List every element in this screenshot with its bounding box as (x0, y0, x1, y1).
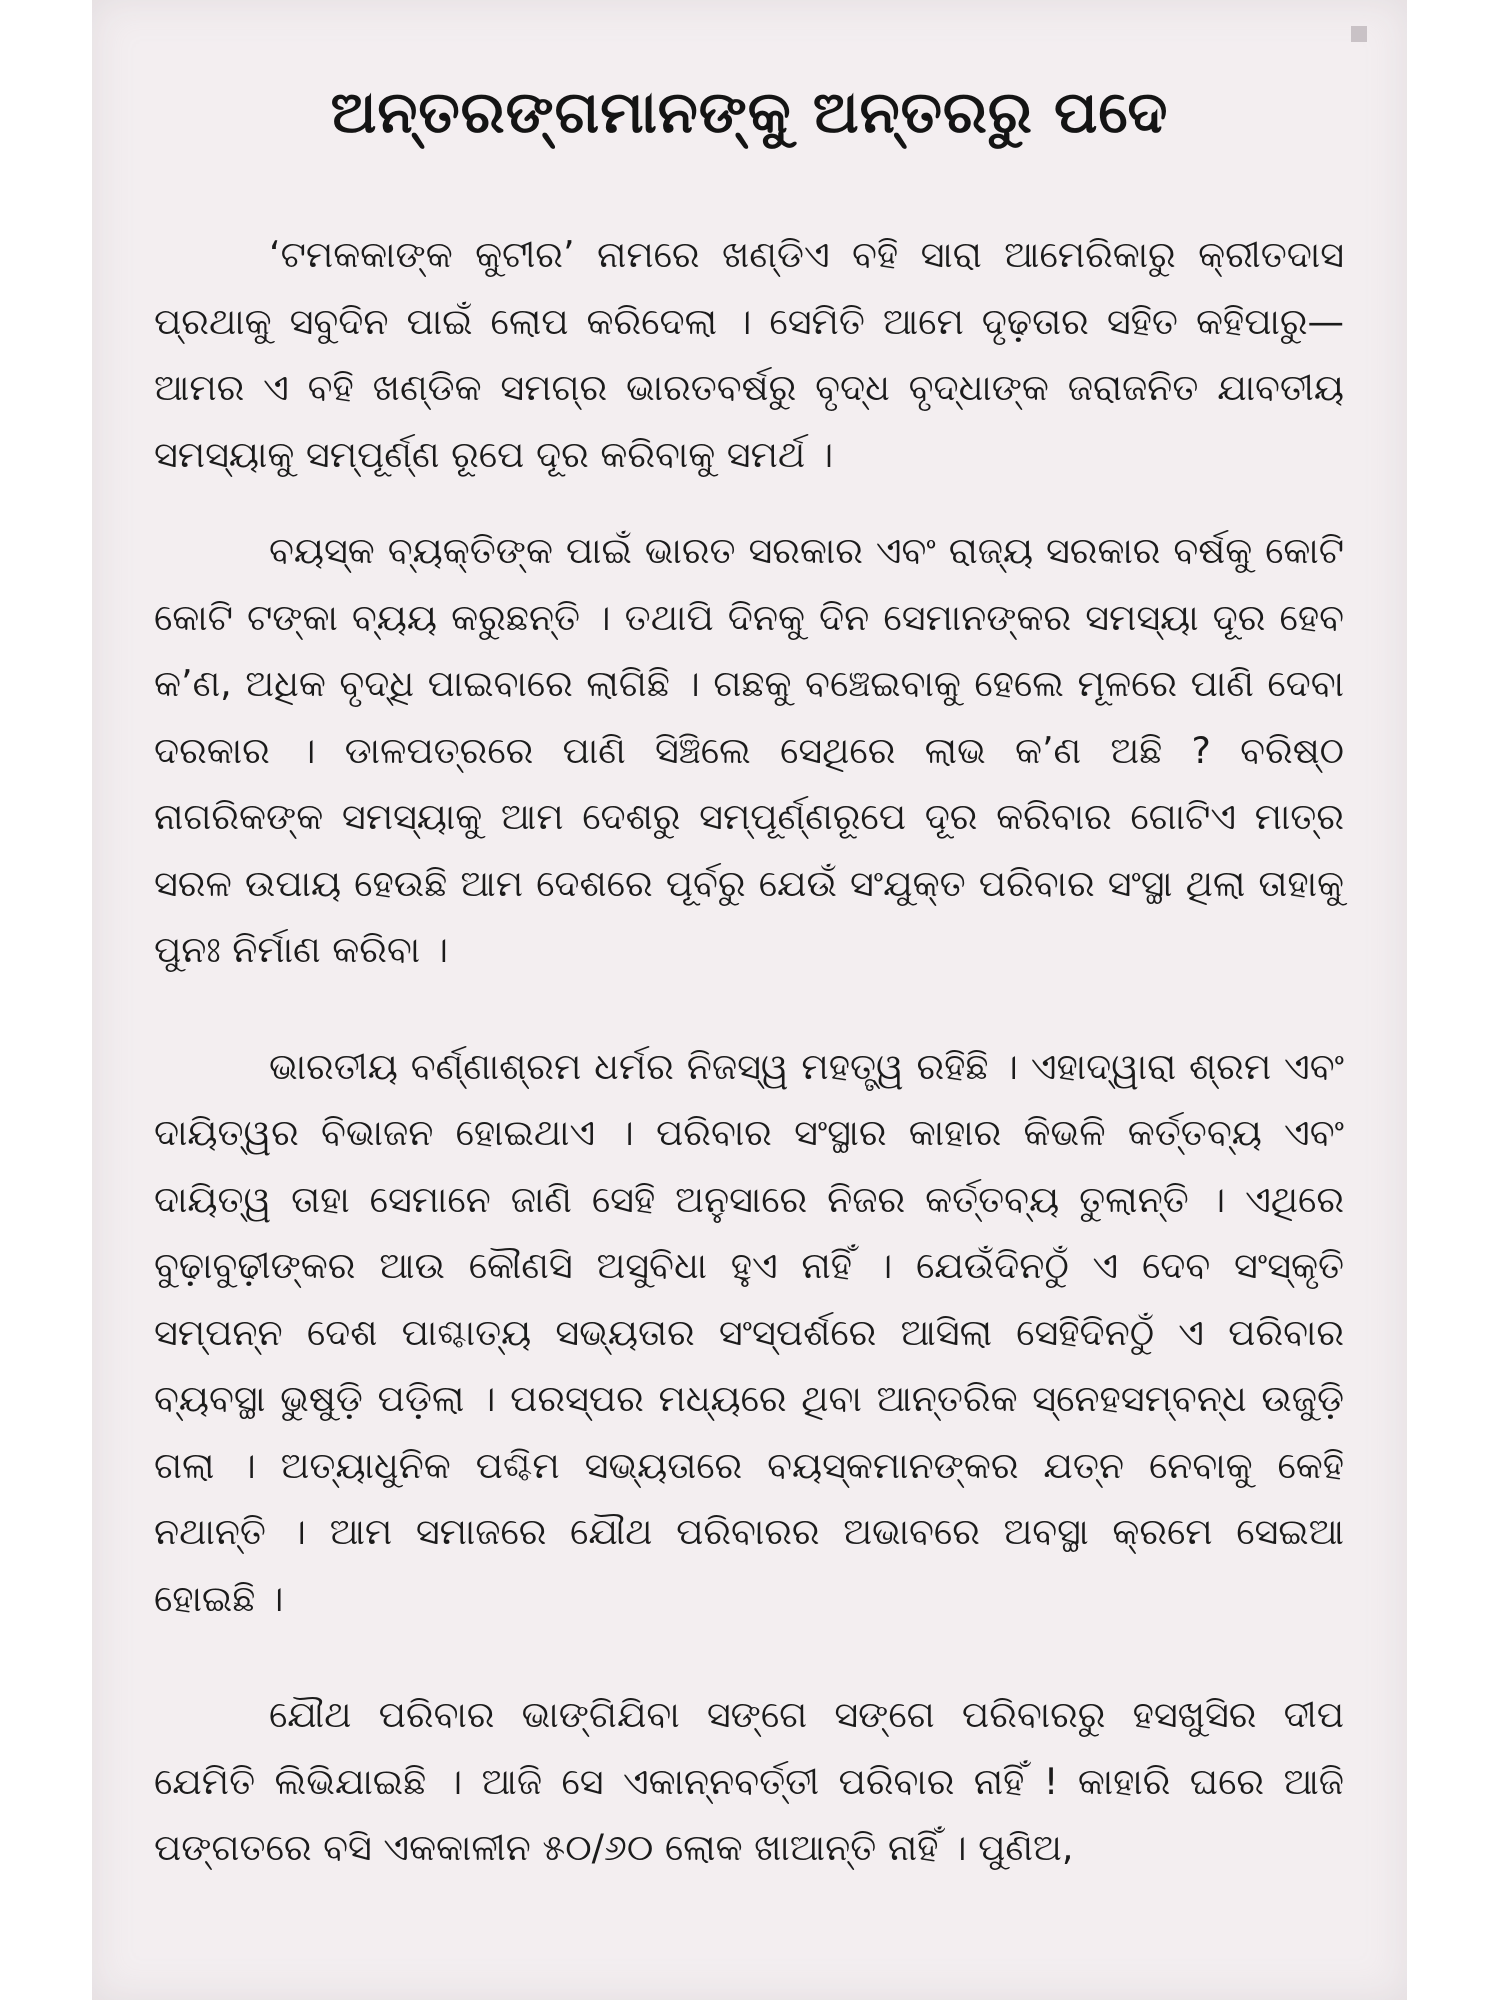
book-page (92, 0, 1407, 2000)
corner-mark (1351, 26, 1367, 42)
page-body (154, 222, 1344, 1882)
paragraph-2: ବୟସ୍କ ବ୍ୟକ୍ତିଙ୍କ ପାଇଁ ଭାରତ ସରକାର ଏବଂ ରାଜ୍ୟ ସରକାର ବର୍ଷକୁ କୋଟି କୋଟି ଟଙ୍କା ବ୍ୟୟ କରୁଛନ୍ତି । ତଥାପି ଦିନକୁ ଦିନ ସେମାନଙ୍କର ସମସ୍ୟା ଦୂର ହେବ କ’ଣ, ଅଧିକ ବୃଦ୍ଧି ପାଇବାରେ ଲାଗିଛି । ଗଛକୁ ବଞ୍ଚେଇବାକୁ ହେଲେ ମୂଳରେ ପାଣି ଦେବା ଦରକାର । ଡାଳପତ୍ରରେ ପାଣି ସିଞ୍ଚିଲେ ସେଥିରେ ଲାଭ କ’ଣ ଅଛି ? ବରିଷ୍ଠ ନାଗରିକଙ୍କ ସମସ୍ୟାକୁ ଆମ ଦେଶରୁ ସମ୍ପୂର୍ଣ୍ଣରୂପେ ଦୂର କରିବାର ଗୋଟିଏ ମାତ୍ର ସରଳ ଉପାୟ ହେଉଛି ଆମ ଦେଶରେ ପୂର୍ବରୁ ଯେଉଁ ସଂଯୁକ୍ତ ପରିବାର ସଂସ୍ଥା ଥିଲା ତାହାକୁ ପୁନଃ ନିର୍ମାଣ କରିବା । (154, 529, 1344, 971)
paragraph-3: ଭାରତୀୟ ବର୍ଣ୍ଣାଶ୍ରମ ଧର୍ମର ନିଜସ୍ୱ ମହତ୍ତ୍ୱ ରହିଛି । ଏହାଦ୍ୱାରା ଶ୍ରମ ଏବଂ ଦାୟିତ୍ୱର ବିଭାଜନ ହୋଇଥାଏ । ପରିବାର ସଂସ୍ଥାର କାହାର କିଭଳି କର୍ତ୍ତବ୍ୟ ଏବଂ ଦାୟିତ୍ୱ ତାହା ସେମାନେ ଜାଣି ସେହି ଅନୁସାରେ ନିଜର କର୍ତ୍ତବ୍ୟ ତୁଲାନ୍ତି । ଏଥିରେ ବୁଢ଼ାବୁଢ଼ୀଙ୍କର ଆଉ କୌଣସି ଅସୁବିଧା ହୁଏ ନାହିଁ । ଯେଉଁଦିନଠୁଁ ଏ ଦେବ ସଂସ୍କୃତି ସମ୍ପନ୍ନ ଦେଶ ପାଶ୍ଚାତ୍ୟ ସଭ୍ୟତାର ସଂସ୍ପର୍ଶରେ ଆସିଲା ସେହିଦିନଠୁଁ ଏ ପରିବାର ବ୍ୟବସ୍ଥା ଭୁଷୁଡ଼ି ପଡ଼ିଲା । ପରସ୍ପର ମଧ୍ୟରେ ଥିବା ଆନ୍ତରିକ ସ୍ନେହସମ୍ବନ୍ଧ ଉଜୁଡ଼ି ଗଲା । ଅତ୍ୟାଧୁନିକ ପଶ୍ଚିମ ସଭ୍ୟତାରେ ବୟସ୍କମାନଙ୍କର ଯତ୍ନ ନେବାକୁ କେହି ନଥାନ୍ତି । ଆମ ସମାଜରେ ଯୌଥ ପରିବାରର ଅଭାବରେ ଅବସ୍ଥା କ୍ରମେ ସେଇଆ ହୋଇଛି । (154, 1044, 1344, 1620)
paragraph-1: ‘ଟମକକାଙ୍କ କୁଟୀର’ ନାମରେ ଖଣ୍ଡିଏ ବହି ସାରା ଆମେରିକାରୁ କ୍ରୀତଦାସ ପ୍ରଥାକୁ ସବୁଦିନ ପାଇଁ ଲୋପ କରିଦେଲା । ସେମିତି ଆମେ ଦୃଢ଼ତାର ସହିତ କହିପାରୁ—ଆମର ଏ ବହି ଖଣ୍ଡିକ ସମଗ୍ର ଭାରତବର୍ଷରୁ ବୃଦ୍ଧ ବୃଦ୍ଧାଙ୍କ ଜରାଜନିତ ଯାବତୀୟ ସମସ୍ୟାକୁ ସମ୍ପୂର୍ଣ୍ଣ ରୂପେ ଦୂର କରିବାକୁ ସମର୍ଥ । (154, 233, 1344, 476)
page-title: ଅନ୍ତରଙ୍ଗମାନଙ୍କୁ ଅନ୍ତରରୁ ପଦେ (330, 78, 1169, 146)
paragraph-4: ଯୌଥ ପରିବାର ଭାଙ୍ଗିଯିବା ସଙ୍ଗେ ସଙ୍ଗେ ପରିବାରରୁ ହସଖୁସିର ଦୀପ ଯେମିତି ଲିଭିଯାଇଛି । ଆଜି ସେ ଏକାନ୍ନବର୍ତ୍ତୀ ପରିବାର ନାହିଁ ! କାହାରି ଘରେ ଆଜି ପଙ୍ଗତରେ ବସି ଏକକାଳୀନ ୫୦/୬୦ ଲୋକ ଖାଆନ୍ତି ନାହିଁ । ପୁଣିଅ, (154, 1693, 1344, 1869)
